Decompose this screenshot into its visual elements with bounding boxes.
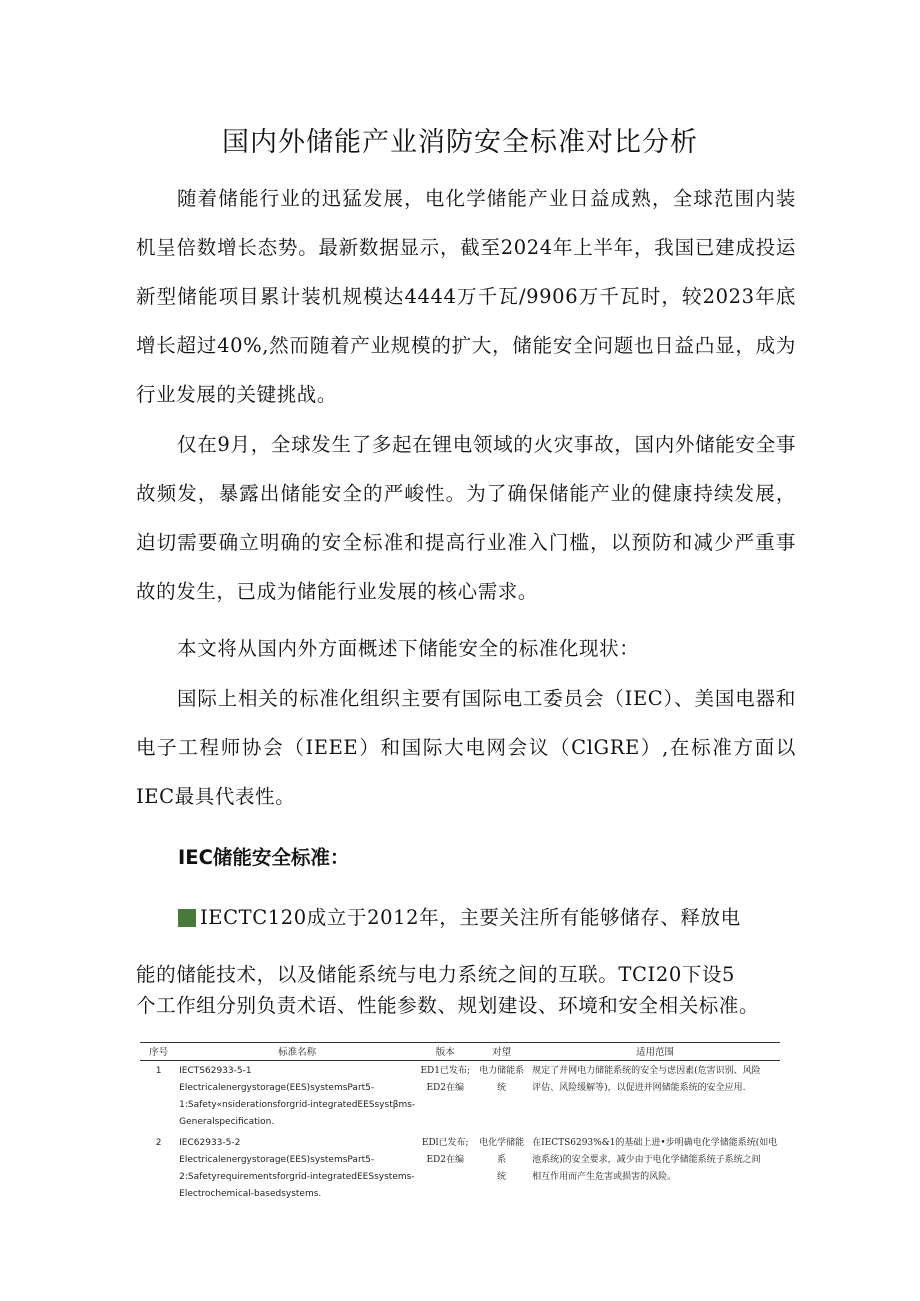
header-object: 对望 <box>473 1043 530 1061</box>
cell-name-line: IEC62933-5-2 <box>179 1138 241 1148</box>
standards-table <box>140 1042 780 1205</box>
paragraph-overview: 本文将从国内外方面概述下储能安全的标准化现状： <box>177 637 640 660</box>
cell-scope-line: 池系统)的安全要求，减少由于电化学储能系统子系统之间 <box>532 1155 761 1165</box>
cell-no: 1 <box>155 1066 162 1076</box>
cell-name-line: 2:Safetyrequirementsforgrid-integratedEESsystems- <box>179 1172 415 1182</box>
bullet-item-tc120 <box>178 903 741 933</box>
cell-name-line: Electricalenergystorage(EES)systemsPart5- <box>179 1155 375 1165</box>
header-no: 序号 <box>140 1043 177 1061</box>
cell-scope-line: 规定了并网电力储能系统的安全与虑因素(危害识别、风险 <box>532 1066 761 1076</box>
cell-object-line: 统 <box>497 1172 507 1182</box>
cell-object <box>473 1133 530 1205</box>
table-row <box>140 1061 780 1134</box>
cell-object-line: 电力储能系统 <box>479 1066 525 1093</box>
paragraph-intro: 随着储能行业的迅猛发展，电化学储能产业日益成熟，全球范围内装机呈倍数增长态势。最新数据显示，截至2024年上半年，我国已建成投运新型储能项目累计装机规模达4444万千瓦/9906万千瓦时，较2023年底增长超过40%,然而随着产业规模的扩大，储能安全问题也日益凸显，成为行业发展的关键挑战。 <box>136 187 796 406</box>
cell-name <box>177 1061 417 1134</box>
cell-name-line: 1:Safety«nsiderationsforgrid-integratedEESsystβms- <box>179 1100 416 1110</box>
cell-scope <box>530 1133 780 1205</box>
cell-version-line: ED2在编 <box>426 1155 464 1165</box>
cell-scope-line: 相互作用而产生危害或损害的风险。 <box>532 1172 677 1182</box>
header-name: 标准名称 <box>177 1043 417 1061</box>
cell-no: 2 <box>155 1138 162 1148</box>
header-version: 版本 <box>417 1043 473 1061</box>
cell-version <box>417 1133 473 1205</box>
bullet-continuation-1: 能的储能技术，以及储能系统与电力系统之间的互联。TCI20下设5 <box>136 963 736 986</box>
cell-scope-line: 评估、风险缓解等)，以促进并网储能系统的安全应用. <box>532 1083 746 1093</box>
cell-scope <box>530 1061 780 1134</box>
cell-name-line: IECTS62933-5-1 <box>179 1066 252 1076</box>
section-heading-iec: IEC储能安全标准： <box>178 846 350 869</box>
cell-name-line: Electrochemical-basedsystems. <box>179 1189 322 1199</box>
cell-version <box>417 1061 473 1134</box>
cell-name-line: Generalspecification. <box>179 1117 275 1127</box>
cell-name <box>177 1133 417 1205</box>
table-row <box>140 1133 780 1205</box>
green-square-icon <box>178 909 196 927</box>
cell-object-line: 电化学储能系 <box>479 1138 525 1165</box>
header-scope: 适用范围 <box>530 1043 780 1061</box>
paragraph-organizations: 国际上相关的标准化组织主要有国际电工委员会（IEC）、美国电器和电子工程师协会（IEEE）和国际大电网会议（ClGRE）,在标准方面以IEC最具代表性。 <box>136 687 796 808</box>
paragraph-incidents: 仅在9月，全球发生了多起在锂电领域的火灾事故，国内外储能安全事故频发，暴露出储能安全的严峻性。为了确保储能产业的健康持续发展，迫切需要确立明确的安全标准和提高行业准入门槛，以预防和减少严重事故的发生，已成为储能行业发展的核心需求。 <box>136 433 796 603</box>
document-title: 国内外储能产业消防安全标准对比分析 <box>222 127 698 158</box>
bullet-text: IECTC120成立于2012年，主要关注所有能够储存、释放电 <box>200 906 741 929</box>
cell-object <box>473 1061 530 1134</box>
bullet-continuation-2: 个工作组分别负责术语、性能参数、规划建设、环境和安全相关标准。 <box>136 994 760 1017</box>
cell-version-line: EDl已发布; <box>421 1138 469 1148</box>
cell-version-line: ED2在编 <box>426 1083 464 1093</box>
cell-scope-line: 在IECTS6293%&1的基础上进•步明确电化学储能系统(如电 <box>532 1138 778 1148</box>
table-header-row <box>140 1043 780 1061</box>
cell-name-line: Electricalenergystorage(EES)systemsPart5- <box>179 1083 375 1093</box>
cell-version-line: ED1已发布; <box>420 1066 470 1076</box>
